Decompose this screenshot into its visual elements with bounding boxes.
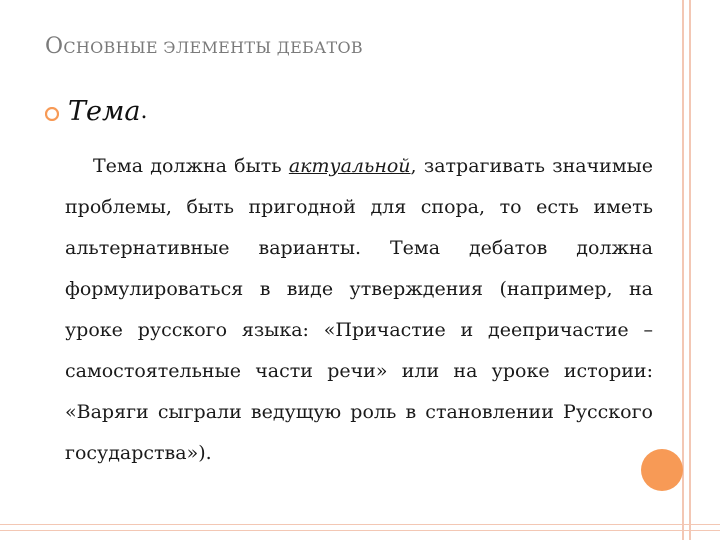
body-text-part1: Тема должна быть [93, 155, 289, 177]
frame-line-vertical-1 [682, 0, 684, 540]
topic-heading: Тема [68, 96, 141, 127]
bullet-item-topic [45, 96, 147, 127]
slide-title-initial: О [45, 34, 64, 59]
topic-heading-dot: . [140, 99, 148, 124]
slide-title-rest: СНОВНЫЕ ЭЛЕМЕНТЫ ДЕБАТОВ [63, 38, 363, 57]
frame-line-horizontal-2 [0, 530, 720, 531]
decorative-orange-circle [641, 449, 683, 491]
body-text-emphasis: актуальной [288, 155, 411, 177]
frame-line-horizontal-1 [0, 524, 720, 525]
body-paragraph [65, 146, 653, 474]
frame-line-vertical-2 [689, 0, 691, 540]
slide-title [45, 34, 363, 59]
circle-bullet-icon [45, 107, 59, 121]
body-text-part2: , затрагивать значимые проблемы, быть пригодной для спора, то есть иметь альтернативные варианты. Тема дебатов должна формулироваться в виде утверждения (например, на уроке русского языка: «Причастие и деепричастие – самостоятельные части речи» или на уроке истории: «Варяги сыграли ведущую роль в становлении Русского государства»). [65, 155, 653, 464]
